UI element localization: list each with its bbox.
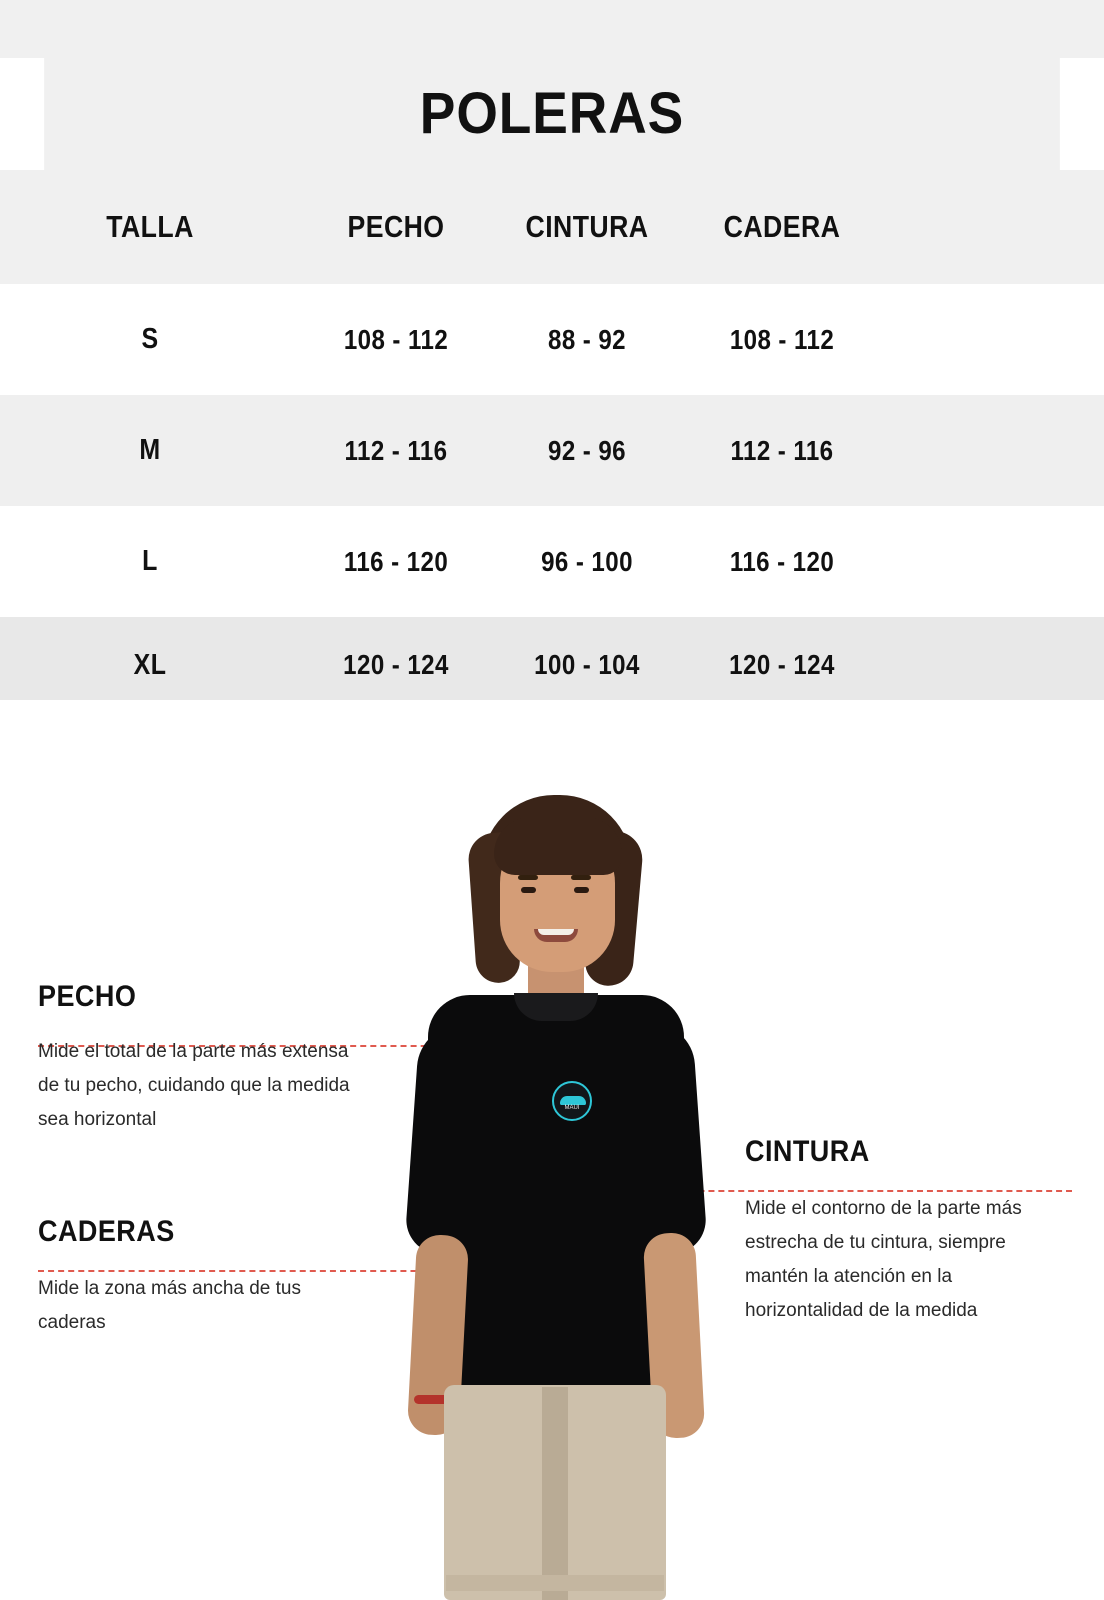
table-header-row (0, 170, 1104, 284)
column-header-cintura: CINTURA (525, 209, 649, 244)
teeth (538, 929, 574, 935)
cell-pecho: 116 - 120 (343, 545, 449, 577)
cell-pecho: 108 - 112 (343, 323, 449, 355)
table-row (0, 395, 1104, 506)
cell-cintura: 100 - 104 (534, 649, 640, 680)
cell-cadera: 112 - 116 (730, 434, 834, 466)
title-band (0, 0, 1104, 58)
column-header-pecho: PECHO (347, 209, 445, 244)
description-caderas: Mide la zona más ancha de tus caderas (38, 1278, 301, 1333)
shorts-hem (446, 1575, 664, 1591)
page-title: POLERAS (44, 58, 1060, 170)
cell-cintura: 92 - 96 (548, 434, 626, 466)
eyebrow-left (518, 875, 538, 880)
description-pecho: Mide el total de la parte más extensa de tu pecho, cuidando que la medida sea horizontal (38, 1041, 350, 1130)
cell-talla: S (141, 323, 159, 355)
maui-logo-icon (552, 1081, 592, 1121)
table-row (0, 284, 1104, 395)
eye-right (574, 887, 589, 893)
cell-cintura: 96 - 100 (541, 545, 633, 577)
cell-pecho: 112 - 116 (344, 434, 448, 466)
logo-text: MAUI (564, 1105, 580, 1111)
table-row (0, 506, 1104, 617)
shorts-shadow (542, 1387, 568, 1600)
column-header-cadera: CADERA (723, 209, 841, 244)
eye-left (521, 887, 536, 893)
cell-cintura: 88 - 92 (548, 323, 626, 355)
cell-talla: M (139, 434, 161, 466)
black-tshirt (428, 995, 684, 1395)
table-row (0, 617, 1104, 713)
wave-icon (560, 1096, 586, 1105)
cell-talla: XL (133, 648, 167, 681)
cell-talla: L (142, 545, 158, 577)
cell-cadera: 120 - 124 (729, 649, 835, 680)
label-caderas: CADERAS (38, 1215, 175, 1248)
model-photo (390, 795, 720, 1600)
eyebrow-right (571, 875, 591, 880)
size-table-section (0, 0, 1104, 706)
label-pecho: PECHO (38, 980, 137, 1013)
description-cintura: Mide el contorno de la parte más estrecha de tu cintura, siempre mantén la atención en la horizontalidad de la medida (745, 1198, 1022, 1321)
label-cintura: CINTURA (745, 1135, 870, 1168)
cell-cadera: 116 - 120 (729, 545, 835, 577)
hair-fringe (494, 817, 622, 875)
measurement-guide-section (0, 700, 1104, 1600)
cell-cadera: 108 - 112 (729, 323, 835, 355)
cell-pecho: 120 - 124 (343, 649, 449, 680)
column-header-talla: TALLA (106, 209, 194, 244)
